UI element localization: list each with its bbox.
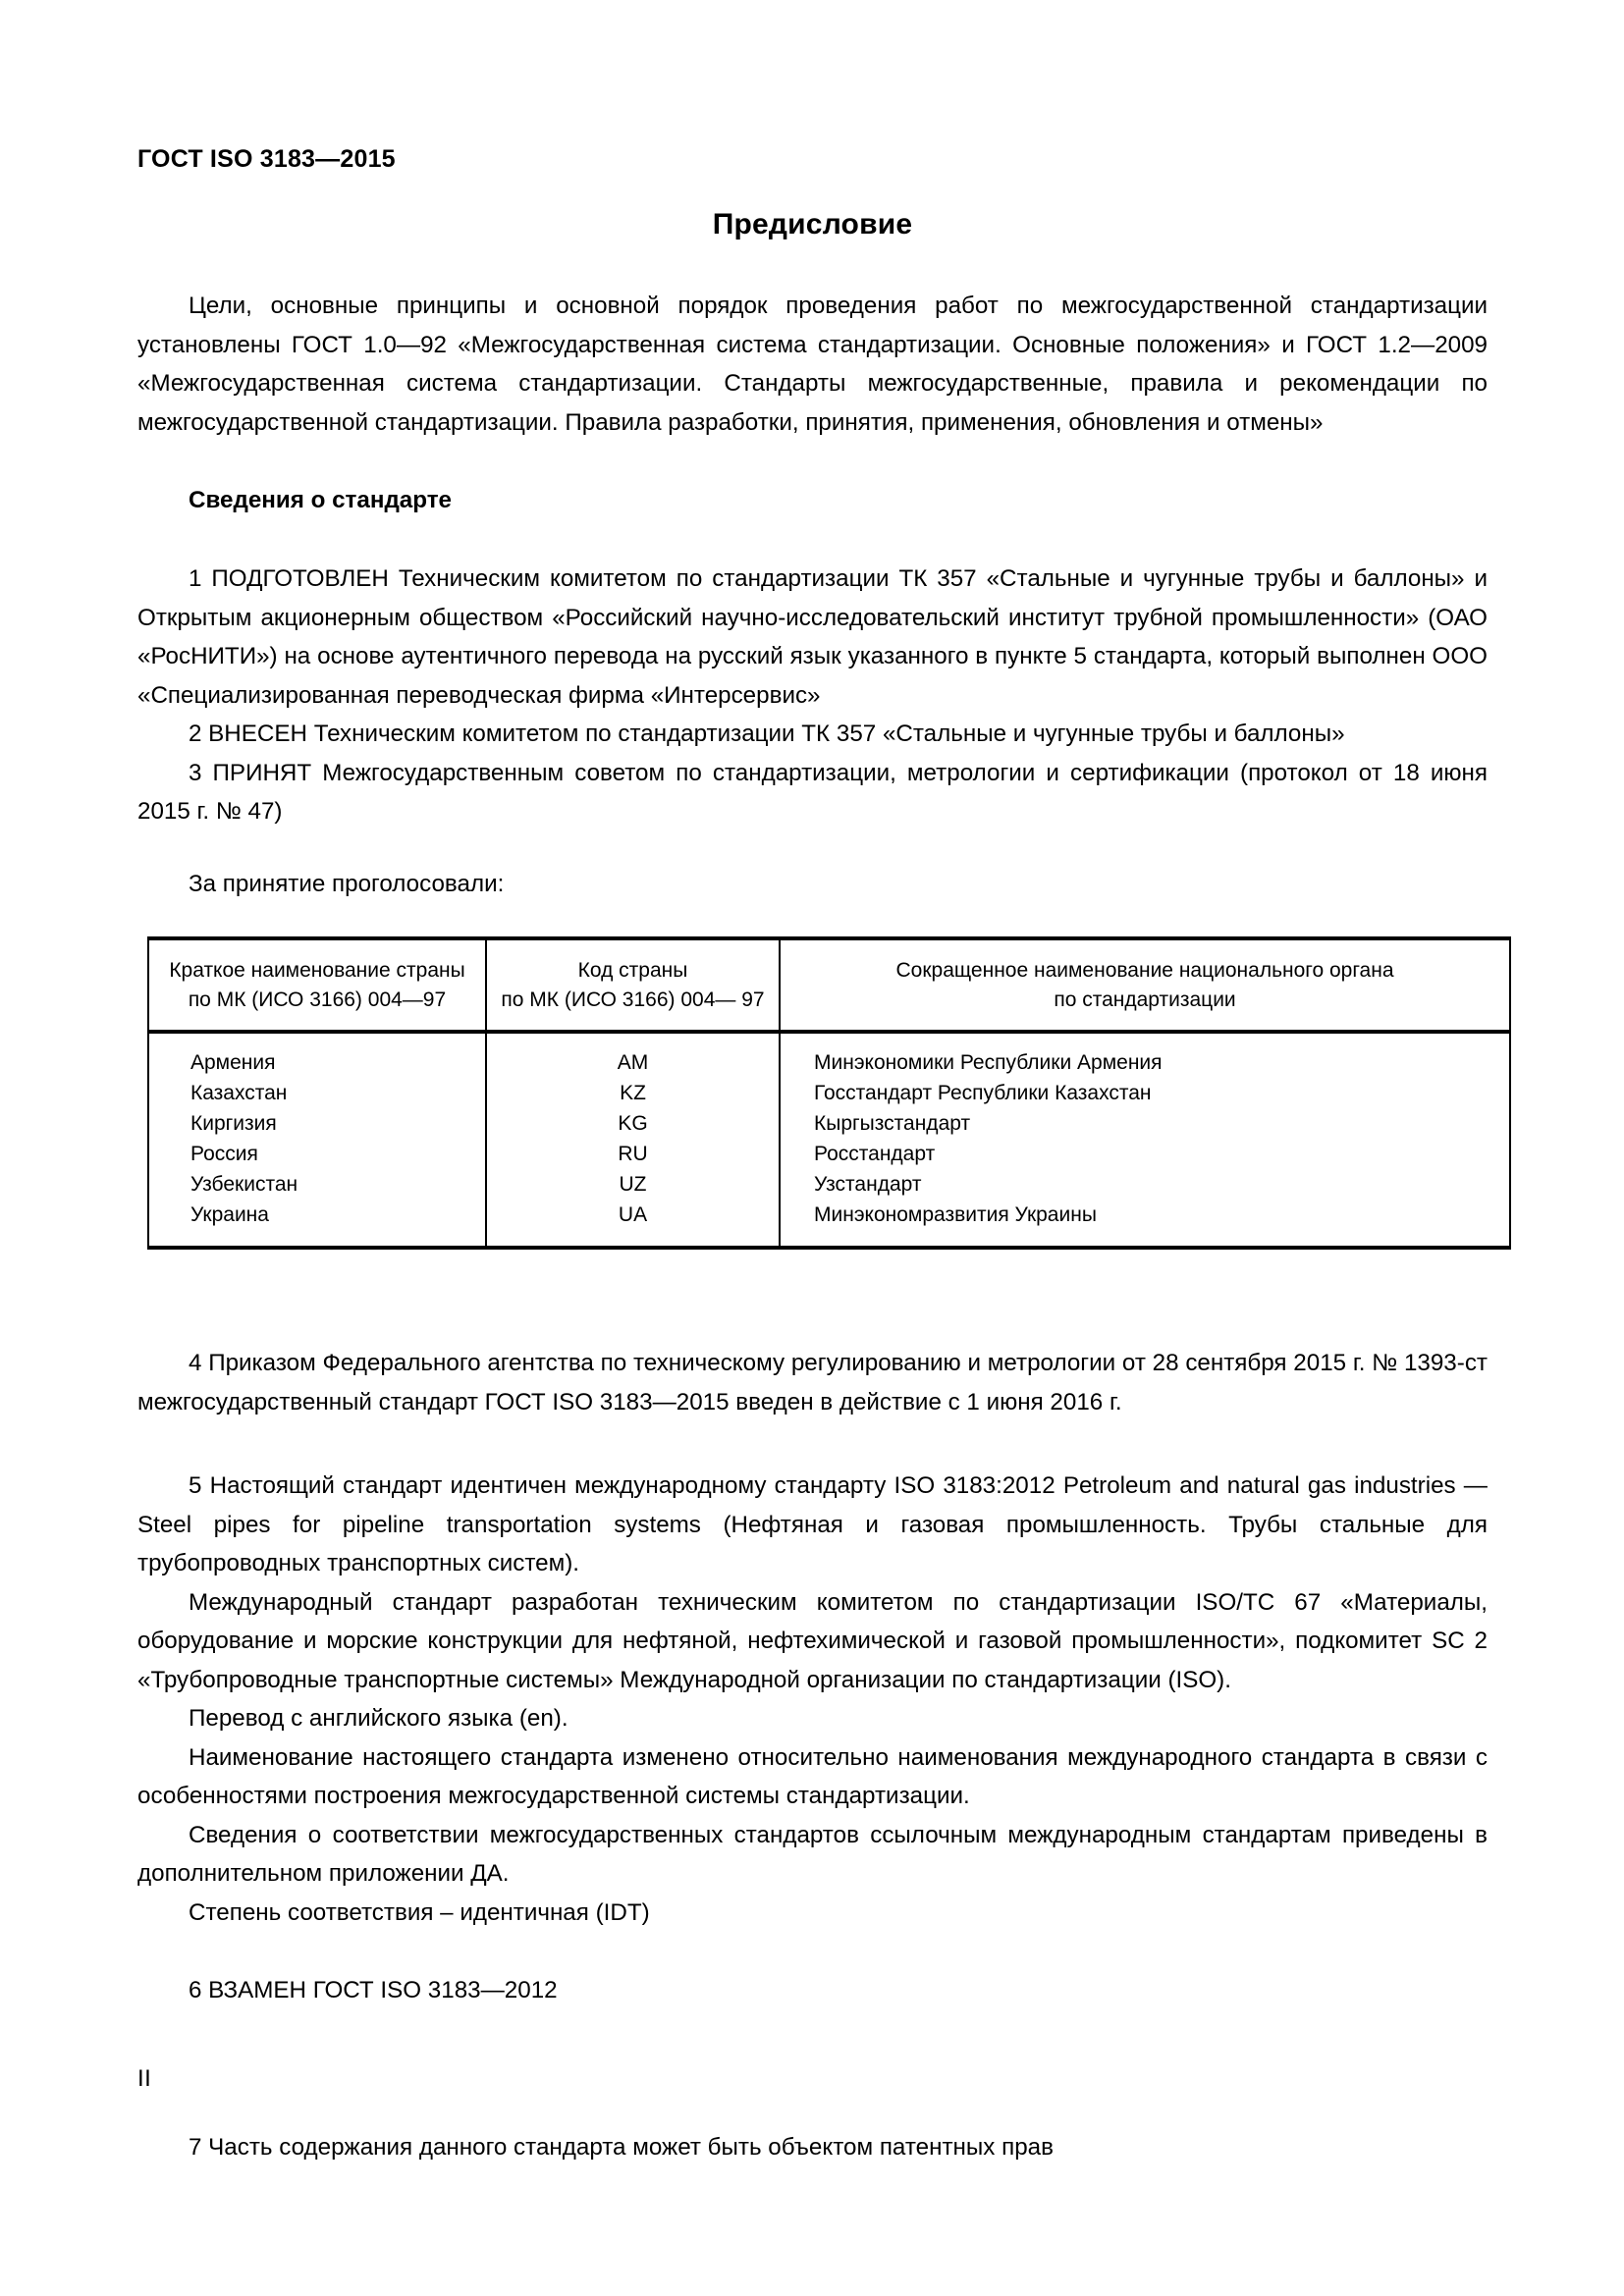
clause-5-degree-of-conformity: Степень соответствия – идентичная (IDT): [189, 1898, 650, 1926]
table-header-row: [148, 938, 1510, 1032]
clause-5-translation-language: Перевод с английского языка (en).: [189, 1705, 568, 1732]
page-title: Предисловие: [712, 208, 913, 240]
country-name-list: [155, 1047, 479, 1230]
section-heading-standard-info: Сведения о стандарте: [189, 487, 452, 513]
clause-2-submitted-by: 2 ВНЕСЕН Техническим комитетом по стандартизации ТК 357 «Стальные и чугунные трубы и баллоны»: [189, 721, 1345, 747]
list-item: KG: [618, 1112, 648, 1135]
page-number: II: [137, 2065, 152, 2092]
header-line-1: Сокращенное наименование национального органа: [895, 959, 1394, 982]
voting-countries-table: [147, 936, 1511, 1250]
list-item: Росстандарт: [814, 1143, 936, 1165]
list-item: Минэкономики Республики Армения: [814, 1051, 1163, 1074]
spacer: [137, 2010, 1488, 2128]
list-item: Киргизия: [190, 1112, 277, 1135]
header-line-1: Краткое наименование страны: [169, 959, 465, 982]
clause-3-adopted-by: 3 ПРИНЯТ Межгосударственным советом по стандартизации, метрологии и сертификации (протокол от 18 июня 2015 г. № 47): [137, 759, 1488, 825]
clause-6-replaces: 6 ВЗАМЕН ГОСТ ISO 3183—2012: [189, 1977, 558, 2003]
spacer: [137, 514, 1488, 560]
spacer: [137, 1932, 1488, 1971]
national-body-list: [786, 1047, 1503, 1230]
intro-paragraph: Цели, основные принципы и основной порядок проведения работ по межгосударственной стандартизации установлены ГОСТ 1.0—92 «Межгосударственная система стандартизации. Основные положения» и ГОСТ 1.2—2009 «Межгосударственная система стандартизации. Стандарты межгосударственные, правила и рекомендации по межгосударственной стандартизации. Правила разработки, принятия, применения, обновления и отмены»: [137, 293, 1488, 436]
table-cell-country-names: [148, 1032, 486, 1248]
table-cell-national-bodies: [780, 1032, 1510, 1248]
list-item: UA: [618, 1203, 648, 1226]
header-line-2: по МК (ИСО 3166) 004—97: [188, 988, 447, 1011]
clause-5-technical-committee: Международный стандарт разработан техническим комитетом по стандартизации ISO/TC 67 «Материалы, оборудование и морские конструкции для нефтяной, нефтехимической и газовой промышленности», подкомитет SC 2 «Трубопроводные транспортные системы» Международной организации по стандартизации (ISO).: [137, 1588, 1488, 1693]
clause-7-patent-rights: 7 Часть содержания данного стандарта может быть объектом патентных прав: [189, 2133, 1054, 2161]
spacer: [137, 903, 1488, 936]
clause-5-identical-standard: 5 Настоящий стандарт идентичен международному стандарту ISO 3183:2012 Petroleum and natural gas industries — Steel pipes for pipeline transportation systems (Нефтяная и газовая промышленность. Трубы стальные для трубопроводных транспортных систем).: [137, 1472, 1488, 1576]
spacer: [137, 1421, 1488, 1467]
vote-table-lead-in: За принятие проголосовали:: [189, 870, 505, 897]
list-item: UZ: [619, 1173, 647, 1196]
list-item: RU: [618, 1143, 648, 1165]
table-header-national-body: [780, 938, 1510, 1032]
list-item: Госстандарт Республики Казахстан: [814, 1082, 1152, 1104]
list-item: Минэкономразвития Украины: [814, 1203, 1097, 1226]
header-line-2: по стандартизации: [1054, 988, 1236, 1011]
list-item: Кыргызстандарт: [814, 1112, 971, 1135]
list-item: Узстандарт: [814, 1173, 922, 1196]
list-item: Узбекистан: [190, 1173, 298, 1196]
clause-1-prepared-by: 1 ПОДГОТОВЛЕН Техническим комитетом по стандартизации ТК 357 «Стальные и чугунные трубы и баллоны» и Открытым акционерным обществом «Российский научно-исследовательский институт трубной промышленности» (ОАО «РосНИТИ») на основе аутентичного перевода на русский язык указанного в пункте 5 стандарта, который выполнен ООО «Специализированная переводческая фирма «Интерсервис»: [137, 565, 1488, 709]
spacer: [137, 1250, 1488, 1344]
table-header-country-name: [148, 938, 486, 1032]
list-item: Россия: [190, 1143, 258, 1165]
header-line-2: по МК (ИСО 3166) 004— 97: [501, 988, 765, 1011]
country-code-list: [493, 1047, 773, 1230]
running-header-standard-code: ГОСТ ISO 3183—2015: [137, 145, 396, 173]
clause-4-order-of-agency: 4 Приказом Федерального агентства по техническому регулированию и метрологии от 28 сентября 2015 г. № 1393-ст межгосударственный стандарт ГОСТ ISO 3183—2015 введен в действие с 1 июня 2016 г.: [137, 1350, 1488, 1415]
list-item: Казахстан: [190, 1082, 288, 1104]
clause-5-name-change: Наименование настоящего стандарта изменено относительно наименования международного стандарта в связи с особенностями построения межгосударственной системы стандартизации.: [137, 1743, 1488, 1809]
header-line-1: Код страны: [577, 959, 688, 982]
table-header-country-code: [486, 938, 780, 1032]
list-item: Украина: [190, 1203, 269, 1226]
table-cell-country-codes: [486, 1032, 780, 1248]
page-content: [137, 208, 1488, 2166]
list-item: Армения: [190, 1051, 276, 1074]
spacer: [137, 831, 1488, 865]
spacer: [137, 442, 1488, 487]
list-item: AM: [617, 1051, 649, 1074]
list-item: KZ: [620, 1082, 646, 1104]
table-row: [148, 1032, 1510, 1248]
clause-5-correspondence-info: Сведения о соответствии межгосударственных стандартов ссылочным международным стандартам приведены в дополнительном приложении ДА.: [137, 1821, 1488, 1887]
